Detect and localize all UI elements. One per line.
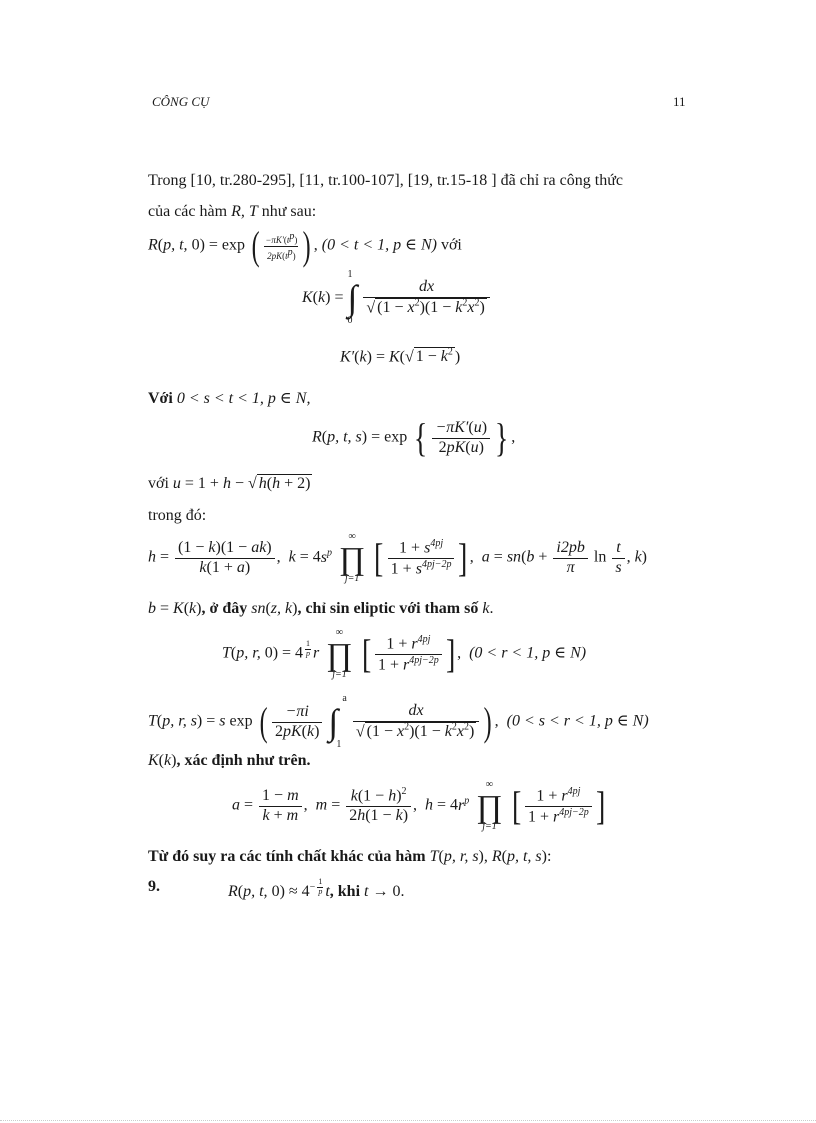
consequence-line: Từ đó suy ra các tính chất khác của hàm T(p, r, s), R(p, t, s): (148, 848, 552, 865)
formula-r-p-t-s: R(p, t, s) = exp { $\frac{-\pi K'(u)}{2pK(u)}$ } , (312, 415, 516, 460)
label-voi-1: với (440, 236, 462, 254)
label-sn-note-tail: , chỉ sin eliptic với tham số (297, 600, 479, 617)
label-k-def: , xác định như trên. (176, 752, 311, 769)
sn-note-line: b = K(k), ở đây sn(z, k), chỉ sin eliptic với tham số k. (148, 600, 494, 617)
formula-item-9: R(p, t, $0) \approx 4^{- \frac{1}{p}}$ t, khi t → 0. (228, 877, 405, 900)
formula-r-p-t-0: R(p, t, 0) = exp ( $\frac{-\pi K'(t^p)}{2pK(t^p)}$ ) , (0 < t < 1, p ∈ N) với (148, 223, 462, 268)
condition-voi: 0 < s < t < 1, p ∈ N, (176, 390, 311, 407)
formula-a-m-h: a = $\frac{1 - m}{k + m}$ , m = $\frac{k(1 - h)^2}{2h(1 - k)}$ , $h = 4r^p$ ∞ ∏ j=1 [ $\frac{1 + r^{4pj}}{1 + r^{4pj-2p}}$ ] (232, 779, 606, 832)
formula-k-prime: K′(k) = K(√ $1 - k^2$ ) (340, 347, 461, 366)
formula-h-k-a: h = $\frac{(1 - k)(1 - ak)}{k(1 + a)}$ , $k = 4s^p$ ∞ ∏ j=1 [ $\frac{1 + s^{4pj}}{1 + s^{4pj-2p}}$ ] , a = sn(b + $\frac{i2pb}{\pi}$ ln $\frac{t}{s}$ , k) (148, 531, 647, 584)
label-voi-2: với (148, 475, 169, 492)
condition-eqT0: (0 < r < 1, p ∈ N) (469, 644, 587, 662)
page-number: 11 (673, 94, 686, 109)
running-header: CÔNG CỤ (152, 94, 210, 109)
label-voi-cap: Với (148, 390, 173, 407)
label-trong-do: trong đó: (148, 507, 207, 524)
k-def-line: K(k), xác định như trên. (148, 752, 311, 769)
condition-eq1: (0 < t < 1, p ∈ N) (321, 236, 437, 254)
formula-k-integral: K(k) = 1 ∫ 0 $\frac{dx}{√ (1 - x^2)(1 - k^2x^2)}$ (302, 270, 492, 326)
page-bottom-divider (0, 1120, 816, 1121)
condition-eqT: (0 < s < r < 1, p ∈ N) (506, 712, 649, 730)
voi-condition-line (148, 388, 310, 408)
label-khi: , khi (329, 882, 361, 900)
formula-u: với u = 1 + h − √ h(h + 2) (148, 475, 311, 492)
intro-line-2-math: R, T (231, 203, 258, 220)
intro-line-2 (148, 203, 316, 221)
label-consequence: Từ đó suy ra các tính chất khác của hàm (148, 848, 426, 865)
formula-t-p-r-s: T(p, r, s) = s exp ( $\frac{-\pi i}{2pK(k)}$ a ∫ 1 $\frac{dx}{√ (1 - x^2)(1 - k^2x^2)}$ ) , (0 < s < r < 1, p ∈ N) (148, 693, 649, 750)
label-sn-note-mid: , ở đây (201, 600, 248, 617)
intro-line-2-suffix: như sau: (261, 203, 317, 220)
item-number: 9. (148, 878, 160, 895)
intro-line-2-prefix: của các hàm (148, 203, 228, 220)
intro-line-1: Trong [10, tr.280-295], [11, tr.100-107], [19, tr.15-18 ] đã chỉ ra công thức (148, 172, 623, 189)
formula-t-p-r-0: T(p, r, 0) = 4 $^{\frac{1}{p}}$ r ∞ ∏ j=1 [ $\frac{1 + r^{4pj}}{1 + r^{4pj-2p}}$ ] , (0 < r < 1, p ∈ N) (222, 627, 587, 680)
